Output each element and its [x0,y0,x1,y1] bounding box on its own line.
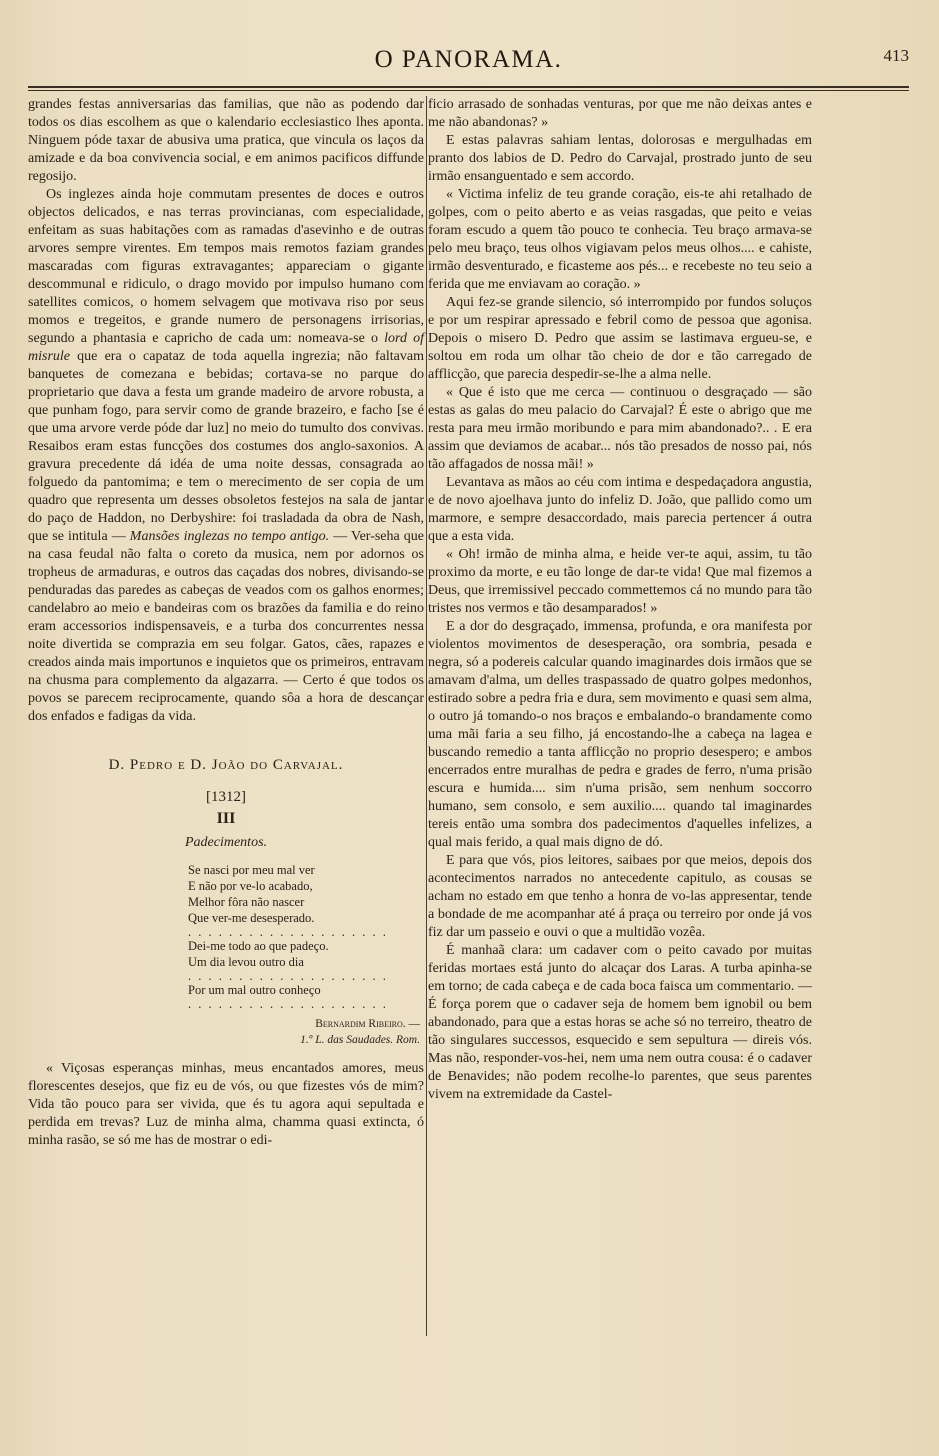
italic-book-title: Mansões inglezas no tempo antigo. [129,529,330,544]
verse-line: Melhor fôra não nascer [188,895,305,909]
header-rule [28,86,909,91]
text-run: — Ver-seha que na casa feudal não falta o coreto da musica, nem por adornos os tropheus de armaduras, e outros das caçadas dos nobres, divisando-se penduradas das paredes as cabeças de veados com os galhos enormes; candelabro ao meio e bandeiras com os brazões da familia e do reino eram accessorios indispensaveis, e a turba dos concurrentes nessa noite divertida se comprazia em seu folgar. Gatos, cães, rapazes e creados ainda mais importunos e inquietos que os primeiros, entravam na chusma para complemento da algazarra. — Certo é que todos os povos se parecem reciprocamente, quando sôa a hora de descançar dos enfados e fadigas da vida. [28,529,424,724]
verse-line: Se nasci por meu mal ver [188,863,315,877]
paragraph: « Que é isto que me cerca — continuou o desgraçado — são estas as galas do meu palacio do Carvajal? É este o abrigo que me resta para meu irmão moribundo e para mim abandonado?.. . E era assim que deviamos de acabar... nós tão presados de nosso pai, nós tão affagados de nossa mãi! » [428,385,812,472]
verse-line: E não por ve-lo acabado, [188,879,313,893]
paragraph: « Viçosas esperanças minhas, meus encantados amores, meus florescentes desejos, que fiz eu de vós, ou que fizestes vós de mim? Vida tão pouco para ser vivida, que és tu agora aqui sepultada e perdida em trevas? Luz de minha alma, chamma quasi extincta, ó minha rasão, se só me has de mostrar o edi- [28,1061,424,1148]
chapter-subtitle: Padecimentos. [184,835,268,850]
page-header [28,40,909,86]
verse-line: Que ver-me desesperado. [188,911,315,925]
paragraph: grandes festas anniversarias das familias, que não as podendo dar todos os dias escolhem as que o kalendario ecclesiastico lhes aponta. Ninguem póde taxar de abusiva uma pratica, que vincula os laços da amizade e da boa convivencia social, e em animos pacificos diffunde regosijo. [28,97,424,184]
verse-line: Um dia levou outro dia [188,955,304,969]
running-title: O PANORAMA. [374,46,563,73]
paragraph: ficio arrasado de sonhadas venturas, por que me não deixas antes e me não abandonas? » [428,97,812,130]
column-divider [426,96,427,1336]
attribution-author: Bernardim Ribeiro. — [315,1018,420,1030]
left-column [28,96,424,1150]
paragraph: « Oh! irmão de minha alma, e heide ver-te aqui, assim, tu tão proximo da morte, e eu tão longe de dar-te vida! Que mal fizemos a Deus, que irremissivel peccado commettemos cá no mundo para tão tristes nos vermos e tão desamparados! » [428,547,812,616]
attribution-work: 1.º L. das Saudades. Rom. [300,1034,420,1046]
paragraph: « Victima infeliz de teu grande coração, eis-te ahi retalhado de golpes, com o peito aberto e as veias rasgadas, que peito e veias foram escudo a quem tão pouco te conhecia. Teu braço armava-se pelo meu braço, teus olhos vigiavam pelos meus olhos.... e cahiste, irmão desventurado, e ficasteme aos pés... e recebeste no teu seio a ferida que me enviavam ao coração. » [428,187,812,292]
text-run: que era o capataz de toda aquella ingrezia; não faltavam banquetes de comezana e bebidas; cortava-se no parque do proprietario que dava a festa um grande madeiro de arvore robusta, a que punham fogo, para servir como de grande brazeiro, e facho [se é que uma arvore verde póde dar luz] no meio do tumulto dos convivas. Resaibos eram estas funcções dos costumes dos anglo-saxonios. A gravura precedente dá idéa de uma noite dessas, consagrada ao folguedo da pantomima; e tem o merecimento de ser copia de um quadro que representa um desses obsoletos festejos na sala de jantar do paço de Haddon, no Derbyshire: foi trasladada da obra de Nash, que se intitula — [28,349,424,544]
paragraph: É manhaã clara: um cadaver com o peito cavado por muitas feridas mortaes está junto do alcaçar dos Laras. A turba apinha-se em torno; de cada cabeça e de cada boca faisca um commentario. — É força porem que o cadaver seja de homem bem ignobil ou bem abandonado, para que a estas horas se ache só no terreiro, theatro de tão singulares successos, esquecido e sem sepultura — direis vós. Mas não, responder-vos-hei, nem uma nem outra cousa: é o cadaver de Benavides; não podem recolhe-lo parentes, que seus parentes vivem na extremidade da Castel- [428,943,812,1102]
paragraph: E a dor do desgraçado, immensa, profunda, e ora manifesta por violentos movimentos de desesperação, ora sombria, pesada e negra, só a podereis calcular quando imaginardes dois irmãos que se amavam d'alma, um delles traspassado de quatro golpes medonhos, estirado sobre a pedra fria e dura, sem movimento e quasi sem alma, o outro já tomando-o nos braços e embalando-o brandamente como uma mãi faria a seu filho, já encostando-lhe a cabeça na lagea e buscando remedio a tanta afflicção no proprio desespero; e ambos encerrados entre muralhas de pedra e grades de ferro, n'uma prisão escura e humida.... sim n'uma prisão, sem nenhum soccorro humano, sem consolo, e sem auxilio.... quando tal imaginardes tereis então uma sombra dos padecimentos d'aquelles infelizes, a qual mais ferido, a qual mais digno de dó. [428,619,812,850]
verse-line: Por um mal outro conheço [188,983,321,997]
right-column [428,96,812,1104]
paragraph: Levantava as mãos ao céu com intima e despedaçadora angustia, e de novo ajoelhava junto do infeliz D. João, que pallido como um marmore, e sempre desaccordado, mais parecia pertencer á outra que a esta vida. [428,475,812,544]
verse-attribution [28,1016,420,1048]
verse-ellipsis: . . . . . . . . . . . . . . . . . . . . [188,925,388,939]
paragraph: Aqui fez-se grande silencio, só interrompido por fundos soluços e por um respirar apressado e febril como de pessoa que agonisa. Depois o misero D. Pedro que assim se lastimava ergueu-se, e soltou em roda um olhar tão cheio de dor e tão carregado de afflicção, que parecia despedir-se-lhe a alma nelle. [428,295,812,382]
paragraph [28,186,424,726]
verse-ellipsis: . . . . . . . . . . . . . . . . . . . . [188,997,388,1011]
chapter-number: III [216,810,236,827]
verse-line: Dei-me todo ao que padeço. [188,939,329,953]
chapter-year: [1312] [206,789,246,805]
paragraph: E estas palavras sahiam lentas, dolorosas e mergulhadas em pranto dos labios de D. Pedro do Carvajal, prostrado junto de seu irmão ensanguentado e sem accordo. [428,133,812,184]
text-run: Os inglezes ainda hoje commutam presentes de doces e outros objectos delicados, e nas terras provincianas, com especialidade, enfeitam as suas habitações com as ramadas d'asevinho e de outras arvores sempre virentes. Em tempos mais remotos faziam grandes mascaradas com figuras extravagantes; appareciam o gigante descommunal e ridiculo, o drago movido por impulso humano com satellites comicos, o homem selvagem que motivava riso por seus momos e tregeitos, e grande numero de personagens irrisorias, segundo a phantasia e capricho de cada um: nomeava-se o [28,187,424,346]
italic-term: lord of misrule [28,331,424,364]
epigraph-verse [188,862,424,1010]
verse-ellipsis: . . . . . . . . . . . . . . . . . . . . [188,969,388,983]
page-number: 413 [883,46,909,65]
paragraph: E para que vós, pios leitores, saibaes por que meios, depois dos acontecimentos narrados no antecedente capitulo, as cousas se acham no estado em que tenho a honra de vo-las appresentar, tende a bondade de me acompanhar até á praça ou terreiro por onde já vos fiz dar um passeio e ouvi o que a multidão vozêa. [428,853,812,940]
section-heading: D. Pedro e D. João do Carvajal. [108,757,344,773]
